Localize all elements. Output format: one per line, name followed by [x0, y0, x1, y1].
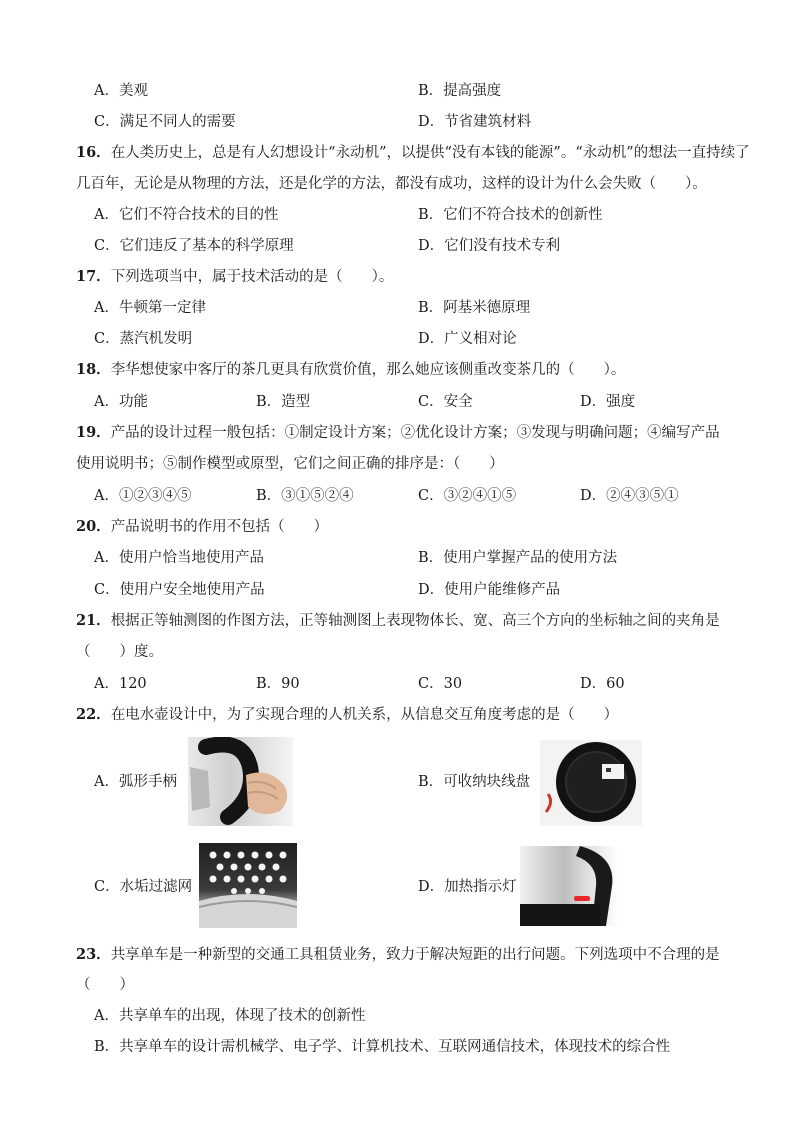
- q19-option-b: B．③①⑤②④: [256, 488, 354, 504]
- q17-option-c: C．蒸汽机发明: [94, 331, 193, 347]
- q15-option-b: B．提高强度: [418, 83, 502, 99]
- scale-filter-image: [199, 843, 297, 928]
- heating-indicator-illustration: [520, 846, 618, 926]
- q21-option-c: C．30: [418, 676, 463, 692]
- q20-text: 产品说明书的作用不包括（ ）: [110, 519, 329, 535]
- cord-storage-base-illustration: [540, 740, 642, 826]
- heating-indicator-image: [520, 846, 618, 926]
- q21-number: 21．: [76, 612, 111, 629]
- q15-option-d: D．节省建筑材料: [418, 114, 532, 130]
- q17-option-b: B．阿基米德原理: [418, 300, 531, 316]
- q20-number: 20．: [76, 518, 111, 535]
- q19-option-c: C．③②④①⑤: [418, 488, 517, 504]
- q16-option-c: C．它们违反了基本的科学原理: [94, 238, 294, 254]
- q19-option-d: D．②④③⑤①: [580, 488, 679, 504]
- q17-option-d: D．广义相对论: [418, 331, 517, 347]
- q17-text: 下列选项当中，属于技术活动的是（ ）。: [110, 269, 394, 285]
- q19-text-line2: 使用说明书；⑤制作模型或原型，它们之间正确的排序是：（ ）: [76, 456, 504, 472]
- q22-option-a: A．弧形手柄: [94, 774, 177, 790]
- q15-option-c: C．满足不同人的需要: [94, 114, 236, 130]
- q23-text-line1: 共享单车是一种新型的交通工具租赁业务，致力于解决短距的出行问题。下列选项中不合理的是: [110, 947, 720, 963]
- q23-option-a: A．共享单车的出现，体现了技术的创新性: [94, 1008, 366, 1024]
- q18-option-c: C．安全: [418, 394, 473, 410]
- q17-option-a: A．牛顿第一定律: [94, 300, 206, 316]
- q18-number: 18．: [76, 361, 111, 378]
- q16-option-a: A．它们不符合技术的目的性: [94, 207, 279, 223]
- q16-text-line1: 在人类历史上，总是有人幻想设计“永动机”，以提供“没有本钱的能源”。“永动机”的想法一直持续了: [110, 145, 750, 161]
- scale-filter-illustration: [199, 843, 297, 928]
- kettle-handle-illustration: [188, 737, 293, 826]
- q16-number: 16．: [76, 144, 111, 161]
- q21-text-line1: 根据正等轴测图的作图方法，正等轴测图上表现物体长、宽、高三个方向的坐标轴之间的夹角是: [110, 613, 720, 629]
- q18-option-d: D．强度: [580, 394, 636, 410]
- q18-stem: [76, 360, 625, 380]
- q23-text-line2: （ ）: [76, 977, 134, 993]
- q19-number: 19．: [76, 424, 111, 441]
- q17-stem: [76, 267, 393, 287]
- q22-option-d: D．加热指示灯: [418, 879, 517, 895]
- q18-text: 李华想使家中客厅的茶几更具有欣赏价值，那么她应该侧重改变茶几的（ ）。: [110, 362, 626, 378]
- cord-storage-base-image: [540, 740, 642, 826]
- q21-option-b: B．90: [256, 676, 300, 692]
- kettle-handle-image: [188, 737, 293, 826]
- q20-option-d: D．使用户能维修产品: [418, 582, 561, 598]
- q22-number: 22．: [76, 706, 111, 723]
- q22-text: 在电水壶设计中，为了实现合理的人机关系，从信息交互角度考虑的是（ ）: [110, 707, 619, 723]
- q21-option-a: A．120: [94, 676, 147, 692]
- q22-option-c: C．水垢过滤网: [94, 879, 193, 895]
- q20-option-b: B．使用户掌握产品的使用方法: [418, 550, 618, 566]
- q19-option-a: A．①②③④⑤: [94, 488, 192, 504]
- q16-stem-line1: [76, 143, 750, 163]
- q16-text-line2: 几百年，无论是从物理的方法，还是化学的方法，都没有成功，这样的设计为什么会失败（ ）。: [76, 176, 707, 192]
- q16-option-d: D．它们没有技术专利: [418, 238, 561, 254]
- q20-stem: [76, 517, 328, 537]
- q17-number: 17．: [76, 268, 111, 285]
- q22-option-b: B．可收纳块线盘: [418, 774, 531, 790]
- q20-option-c: C．使用户安全地使用产品: [94, 582, 265, 598]
- q23-option-b: B．共享单车的设计需机械学、电子学、计算机技术、互联网通信技术，体现技术的综合性: [94, 1039, 671, 1055]
- q16-option-b: B．它们不符合技术的创新性: [418, 207, 603, 223]
- q21-stem-line1: [76, 611, 720, 631]
- q15-option-a: A．美观: [94, 83, 148, 99]
- q23-number: 23．: [76, 946, 111, 963]
- q19-stem-line1: [76, 423, 720, 443]
- q21-text-line2: （ ）度。: [76, 644, 163, 660]
- q19-text-line1: 产品的设计过程一般包括：①制定设计方案；②优化设计方案；③发现与明确问题；④编写产品: [110, 425, 720, 441]
- q21-option-d: D．60: [580, 676, 625, 692]
- q20-option-a: A．使用户恰当地使用产品: [94, 550, 264, 566]
- q23-stem-line1: [76, 945, 720, 965]
- indicator-light-icon: [574, 896, 590, 901]
- q18-option-a: A．功能: [94, 394, 148, 410]
- q22-stem: [76, 705, 618, 725]
- q18-option-b: B．造型: [256, 394, 311, 410]
